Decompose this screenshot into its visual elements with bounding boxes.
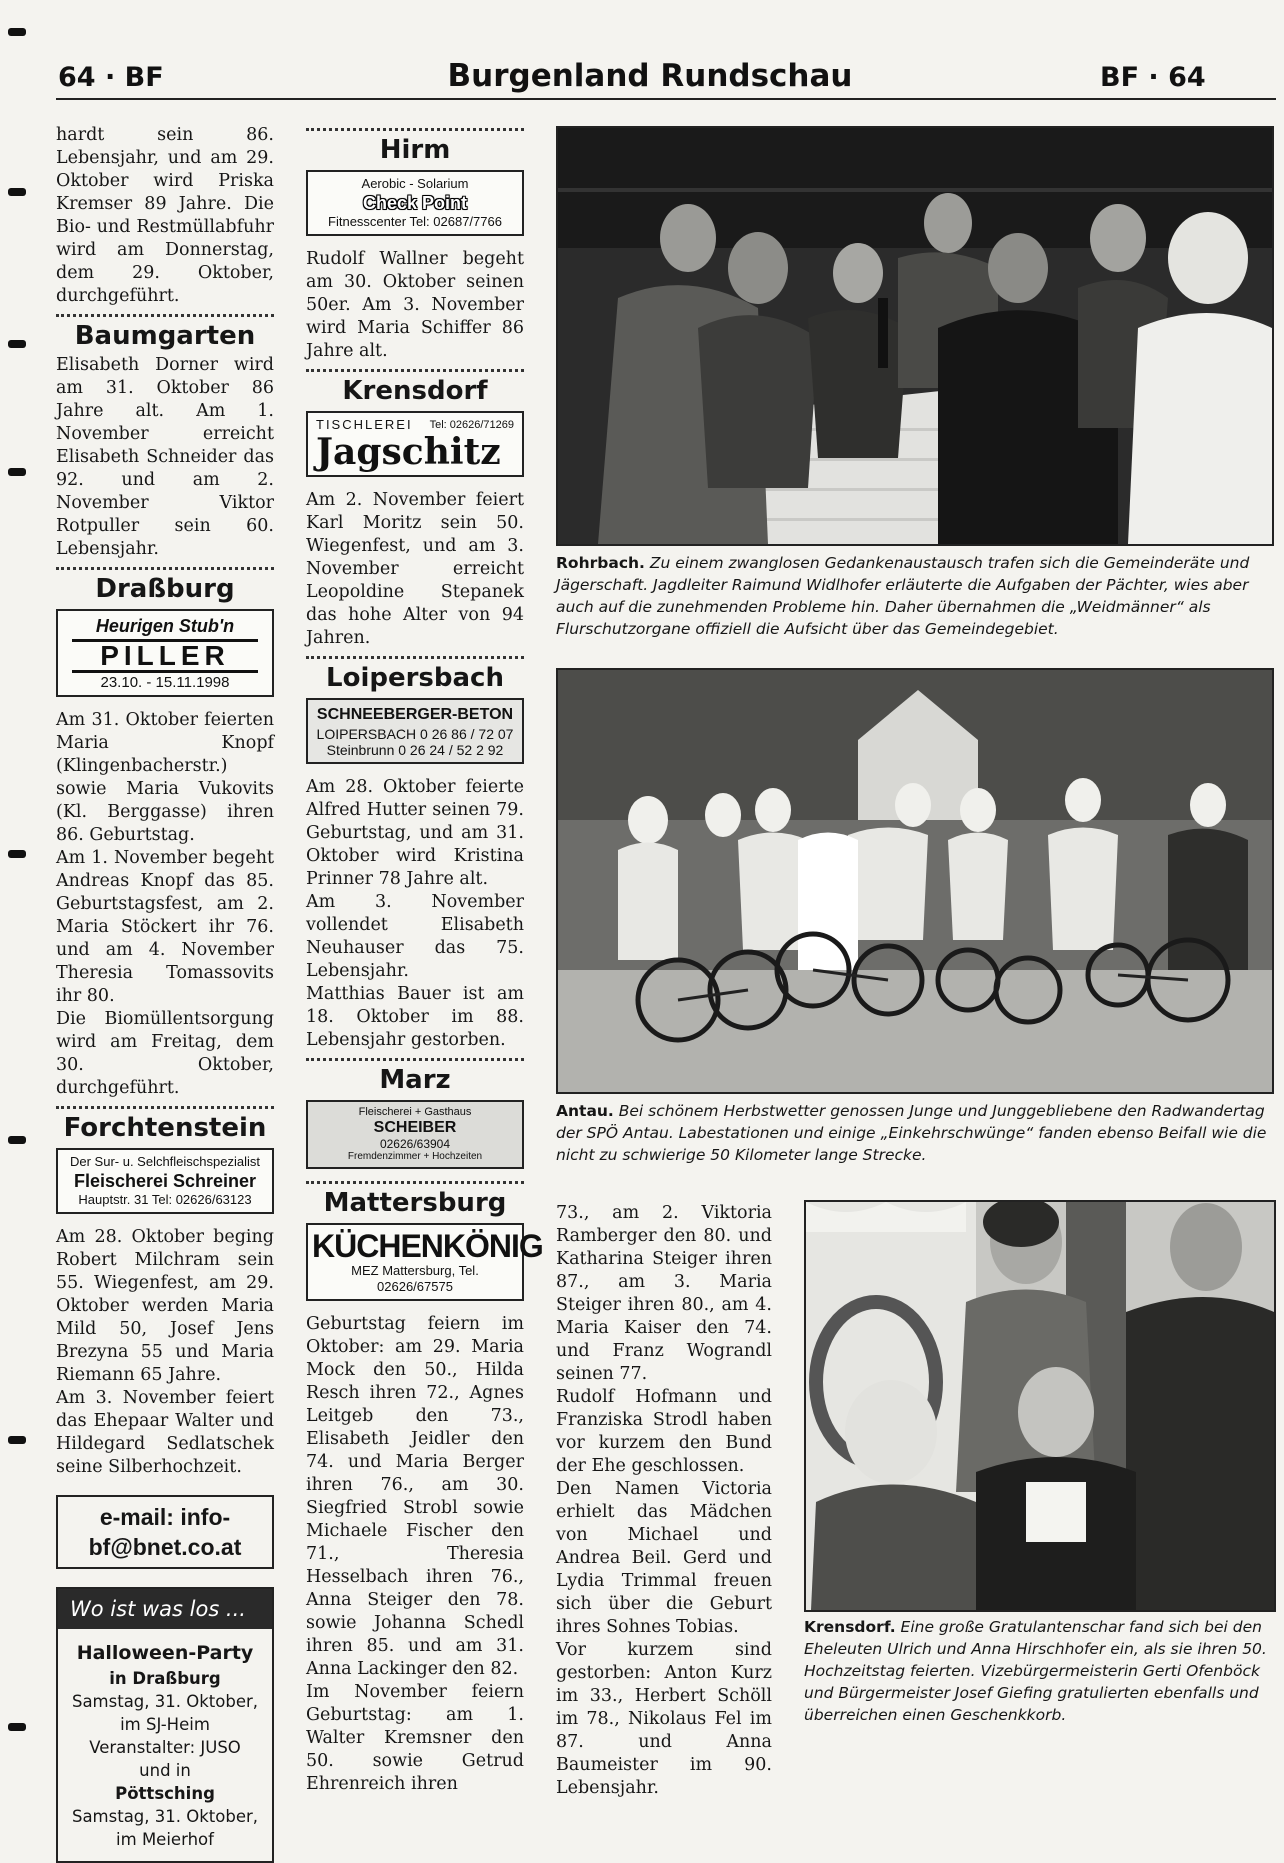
section-baumgarten xyxy=(56,314,274,561)
event-location: im Meierhof xyxy=(116,1830,214,1849)
ad-line: TISCHLEREI xyxy=(316,417,413,432)
caption-text: Zu einem zwanglosen Gedankenaustausch trafen sich die Gemeinderäte und Jägerschaft. Jagdleiter Raimund Widlhofer erläuterte die Aufgaben der Pächter, wies aber auch auf die zunehmenden Probleme hin. Daher übernahmen die „Weidmänner“ als Flurschutzorgane offiziell die Aufsicht über das Gemeindegebiet. xyxy=(556,554,1250,638)
column-2 xyxy=(306,128,543,1796)
ad-brand: PILLER xyxy=(72,639,258,673)
section-text: Am 31. Oktober feierten Maria Knopf (Klingenbacherstr.) sowie Maria Vukovits (Kl. Berggasse) ihren 86. Geburtstag. xyxy=(56,710,274,845)
binding-mark xyxy=(8,1723,26,1731)
section-text: Am 3. November feiert das Ehepaar Walter und Hildegard Sedlatschek seine Silberhochzeit. xyxy=(56,1388,274,1477)
section-text: 73., am 2. Viktoria Ramberger den 80. und Katharina Steiger ihren 87., am 3. Maria Steiger ihren 80., am 4. Maria Kaiser den 74. und Franz Wograndl seinen 77. xyxy=(556,1203,772,1384)
ad-line: LOIPERSBACH 0 26 86 / 72 07 xyxy=(316,726,514,742)
caption-text: Eine große Gratulantenschar fand sich bei den Eheleuten Ulrich und Anna Hirschhofer ein, als sie ihren 50. Hochzeitstag feierten. Vizebürgermeisterin Gerti Ofenböck und Bürgermeister Josef Giefing gratulierten ebenfalls und überreichen einen Geschenkkorb. xyxy=(804,1618,1267,1724)
ad-line: Heurigen Stub'n xyxy=(95,616,235,636)
page-number-left: 64 · BF xyxy=(58,62,164,93)
caption-text: Bei schönem Herbstwetter genossen Junge und Junggebliebene den Radwandertag der SPÖ Antau. Labestationen und einige „Einkehrschwünge“ fanden ebenso Beifall wie die nicht zu schwierige 50 Kilometer lange Strecke. xyxy=(556,1102,1267,1164)
ad-brand: KÜCHENKÖNIG xyxy=(312,1228,543,1264)
ad-brand: Fleischerei Schreiner xyxy=(73,1171,257,1191)
photo-rohrbach-meeting xyxy=(556,126,1274,546)
events-header: Wo ist was los ... xyxy=(58,1589,272,1629)
ad-brand: Check Point xyxy=(362,193,468,213)
binding-mark xyxy=(8,340,26,348)
section-text: Am 2. November feiert Karl Moritz sein 50. Wiegenfest, und am 3. November erreicht Leopoldine Stepanek das hohe Alter von 94 Jahren. xyxy=(306,490,524,648)
photo-antau-bike-day xyxy=(556,668,1274,1094)
section-title: Krensdorf xyxy=(342,376,488,406)
section-forchtenstein xyxy=(56,1106,274,1479)
event-connector: und in xyxy=(139,1761,191,1780)
column-1 xyxy=(56,124,274,1863)
section-text: Elisabeth Dorner wird am 31. Oktober 86 Jahre alt. Am 1. November erreicht Elisabeth Schneider das 92. und am 2. November Viktor Rotpuller sein 60. Lebensjahr. xyxy=(56,355,274,559)
ad-fleischerei-schreiner xyxy=(56,1148,274,1214)
section-loipersbach xyxy=(306,656,524,1052)
ad-brand: SCHNEEBERGER-BETON xyxy=(316,706,514,723)
photo-image xyxy=(558,128,1272,544)
header-rule xyxy=(56,98,1276,100)
section-text: Rudolf Wallner begeht am 30. Oktober seinen 50er. Am 3. November wird Maria Schiffer 86 Jahre alt. xyxy=(306,249,524,361)
binding-mark xyxy=(8,468,26,476)
ad-scheiber xyxy=(306,1100,524,1169)
section-text: Am 3. November vollendet Elisabeth Neuhauser das 75. Lebensjahr. xyxy=(306,892,524,981)
section-drassburg xyxy=(56,567,274,1100)
ad-line: 23.10. - 15.11.1998 xyxy=(100,674,230,691)
event-organizer: Veranstalter: JUSO xyxy=(89,1738,241,1757)
caption-antau xyxy=(556,1100,1270,1166)
caption-place: Rohrbach. xyxy=(556,554,645,572)
event-location: im SJ-Heim xyxy=(120,1715,210,1734)
ad-line: 02626/63904 xyxy=(379,1137,451,1151)
caption-krensdorf xyxy=(804,1616,1274,1726)
caption-place: Antau. xyxy=(556,1102,614,1120)
intro-text: hardt sein 86. Lebensjahr, und am 29. Oktober wird Priska Kremser 89 Jahre. Die Bio- und Restmüllabfuhr wird am Donnerstag, dem 29. Oktober, durchgeführt. xyxy=(56,125,274,306)
section-title: Forchtenstein xyxy=(63,1113,267,1143)
photo-image xyxy=(558,670,1272,1092)
section-text: Im November feiern Geburtstag: am 1. Walter Kremsner den 50. sowie Getrud Ehrenreich ihren xyxy=(306,1682,524,1794)
events-body xyxy=(58,1629,272,1861)
section-title: Hirm xyxy=(379,135,451,165)
event-place: in Draßburg xyxy=(109,1669,221,1688)
binding-mark xyxy=(8,28,26,36)
caption-place: Krensdorf. xyxy=(804,1618,896,1636)
page-title: Burgenland Rundschau xyxy=(447,58,853,94)
ad-line: Fleischerei + Gasthaus xyxy=(358,1106,472,1118)
ad-line: Hauptstr. 31 Tel: 02626/63123 xyxy=(78,1192,252,1207)
ad-schneeberger-beton xyxy=(306,698,524,764)
email-box: e-mail: info-bf@bnet.co.at xyxy=(56,1495,274,1569)
photo-krensdorf-anniversary xyxy=(804,1200,1276,1612)
ad-brand: SCHEIBER xyxy=(373,1119,457,1136)
page-number-right: BF · 64 xyxy=(1100,62,1206,93)
ad-phone: Tel: 02626/71269 xyxy=(429,419,514,431)
section-text: Vor kurzem sind gestorben: Anton Kurz im 33., Herbert Schöll im 78., Nikolaus Fel im 87. und Anna Baumeister im 90. Lebensjahr. xyxy=(556,1640,772,1798)
ad-line: Steinbrunn 0 26 24 / 52 2 92 xyxy=(326,742,504,758)
ad-brand: Jagschitz xyxy=(316,431,501,473)
event-date: Samstag, 31. Oktober, xyxy=(71,1807,259,1826)
caption-rohrbach xyxy=(556,552,1270,640)
section-mattersburg xyxy=(306,1181,543,1796)
section-krensdorf xyxy=(306,369,524,650)
section-title: Baumgarten xyxy=(74,321,256,351)
event-title: Halloween-Party xyxy=(76,1642,254,1664)
event-date: Samstag, 31. Oktober, xyxy=(71,1692,259,1711)
binding-mark xyxy=(8,850,26,858)
ad-line: Fitnesscenter Tel: 02687/7766 xyxy=(328,214,502,229)
section-text: Matthias Bauer ist am 18. Oktober im 88. Lebensjahr gestorben. xyxy=(306,984,524,1050)
section-text: Geburtstag feiern im Oktober: am 29. Maria Mock den 50., Hilda Resch ihren 72., Agnes Leitgeb den 73., Elisabeth Jeidler den 74. und Maria Berger ihren 76., am 30. Siegfried Strobl sowie Michaele Fischer den 71., Theresia Hesselbach ihren 76., Anna Steiger den 78. sowie Johanna Schedl ihren 85. und am 31. Anna Lackinger den 82. xyxy=(306,1314,524,1679)
section-hirm xyxy=(306,128,524,363)
ad-tischlerei-jagschitz xyxy=(306,411,524,477)
ad-line: Aerobic - Solarium xyxy=(361,176,469,191)
ad-line: Der Sur- u. Selchfleischspezialist xyxy=(69,1154,261,1169)
event-place: Pöttsching xyxy=(115,1784,215,1803)
events-box xyxy=(56,1587,274,1863)
section-text: Den Namen Victoria erhielt das Mädchen von Michael und Andrea Beil. Gerd und Lydia Trimmal freuen sich über die Geburt ihres Sohnes Tobias. xyxy=(556,1479,772,1637)
ad-heurigen-piller xyxy=(56,609,274,697)
column-3 xyxy=(556,1202,772,1800)
binding-mark xyxy=(8,188,26,196)
section-text: Am 28. Oktober beging Robert Milchram sein 55. Wiegenfest, am 29. Oktober werden Maria Mild 50, Josef Jens Brezyna 55 und Maria Riemann 65 Jahre. xyxy=(56,1227,274,1385)
section-text: Rudolf Hofmann und Franziska Strodl haben vor kurzem den Bund der Ehe geschlossen. xyxy=(556,1387,772,1476)
ad-line: Fremdenzimmer + Hochzeiten xyxy=(347,1151,483,1162)
section-title: Loipersbach xyxy=(326,663,504,693)
photo-image xyxy=(806,1202,1274,1610)
section-title: Draßburg xyxy=(95,574,235,604)
section-text: Die Biomüllentsorgung wird am Freitag, dem 30. Oktober, durchgeführt. xyxy=(56,1009,274,1098)
section-marz xyxy=(306,1058,524,1169)
section-title: Mattersburg xyxy=(323,1188,507,1218)
section-text: Am 28. Oktober feierte Alfred Hutter seinen 79. Geburtstag, und am 31. Oktober wird Kristina Prinner 78 Jahre alt. xyxy=(306,777,524,889)
binding-mark xyxy=(8,1436,26,1444)
section-text: Am 1. November begeht Andreas Knopf das 85. Geburtstagsfest, am 2. Maria Stöckert ihr 76. und am 4. November Theresia Tomassovits ihr 80. xyxy=(56,848,274,1006)
ad-line: MEZ Mattersburg, Tel. 02626/67575 xyxy=(351,1263,479,1294)
section-title: Marz xyxy=(379,1065,451,1095)
binding-mark xyxy=(8,1136,26,1144)
ad-check-point xyxy=(306,170,524,236)
ad-kuechenkoenig xyxy=(306,1223,543,1301)
